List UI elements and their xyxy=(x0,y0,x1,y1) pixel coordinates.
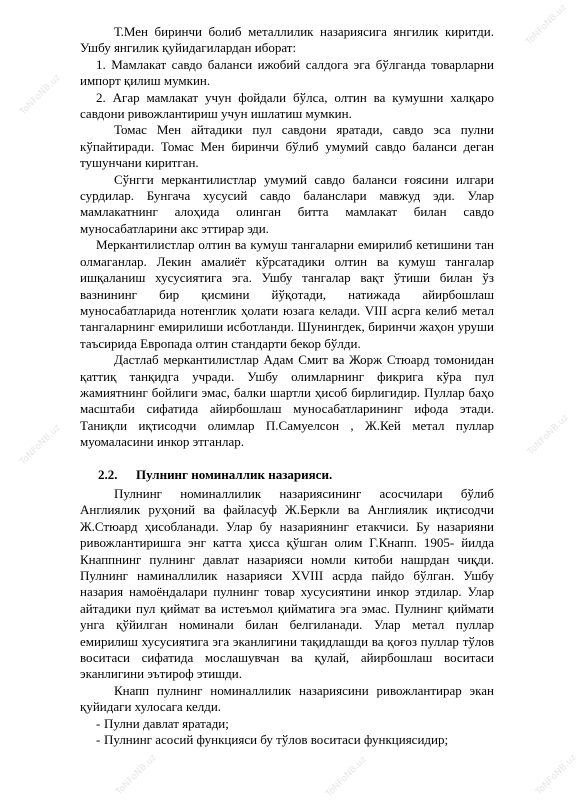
section-number: 2.2. xyxy=(98,466,118,482)
watermark: ToNFoNB.uz xyxy=(114,752,159,798)
list-item: 2. Агар мамлакат учун фойдали бўлса, олтин ва кумушни халқаро савдони ривожлантириш учун ишлатиш мумкин. xyxy=(80,89,494,122)
paragraph: Т.Мен биринчи болиб металлилик назариясига янгилик киритди. Ушбу янгилик қуйидагилардан иборат: xyxy=(80,24,494,56)
paragraph: Сўнгги меркантилистлар умумий савдо баланси ғоясини илгари сурдилар. Бунгача хусусий савдо баланслари мавжуд эди. Улар мамлакатнинг алоҳида олинган битта мамлакат билан савдо муносабатларини акс эттирар эди. xyxy=(80,171,494,236)
paragraph: Томас Мен айтадики пул савдони яратади, савдо эса пулни кўпайтиради. Томас Мен биринчи бўлиб умумий савдо баланси деган тушунчани киритган. xyxy=(80,122,494,171)
watermark: ToNFoNB.uz xyxy=(324,754,369,800)
watermark: ToNFoNB.uz xyxy=(524,2,569,48)
section-title: Пулнинг номиналлик назарияси. xyxy=(136,466,333,482)
bullet-text: Пулни давлат яратади; xyxy=(104,715,229,731)
watermark: ToNFoNB.uz xyxy=(534,752,579,798)
document-page xyxy=(80,24,494,748)
bullet-item xyxy=(80,716,494,732)
paragraph: Пулнинг номиналлилик назариясининг асосчилари бўлиб Англиялик руҳоний ва файласуф Ж.Беркли ва Англиялик иқтисодчи Ж.Стюард ҳисобланади. Улар бу назариянинг етакчиси. Бу назарияни ривожлантиришга энг катта ҳисса қўшган олим Г.Кнапп. 1905- йилда Кнаппнинг пулнинг давлат назарияси номли китоби нашрдан чиқди. Пулнинг наминаллилик назарияси XVIII асрда пайдо бўлган. Ушбу назария намоёндалари пулнинг товар хусусиятини инкор этдилар. Улар айтадики пул қиймат ва истеъмол қийматига эга эмас. Пулнинг қиймати унга қўйилган номинали билан белгиланади. Улар метал пуллар емирилиш хусусиятига эга эканлигини тақидлашди ва қоғоз пуллар тўлов воситаси сифатида мослашувчан ва қулай, айирбошлаш воситаси эканлигини эътироф этишди. xyxy=(80,485,494,682)
bullet-text: Пулнинг асосий функцияси бу тўлов воситаси функциясидир; xyxy=(104,732,449,748)
watermark: ToNFoNB.uz xyxy=(18,422,63,468)
bullet-item xyxy=(80,732,494,748)
bullet-marker: - xyxy=(96,715,101,731)
bullet-marker: - xyxy=(96,732,101,748)
watermark: ToNFoNB.uz xyxy=(18,72,63,118)
section-heading xyxy=(80,467,494,483)
list-item: 1. Мамлакат савдо баланси ижобий салдога эга бўлганда товарларни импорт қилиш мумкин. xyxy=(80,56,494,89)
watermark: ToNFoNB.uz xyxy=(526,412,571,458)
paragraph: Кнапп пулнинг номиналлилик назариясини ривожлантирар экан қуйидаги хулосага келди. xyxy=(80,682,494,715)
paragraph: Дастлаб меркантилистлар Адам Смит ва Жорж Стюард томонидан қаттиқ танқидга учради. Ушбу олимларнинг фикрига кўра пул жамиятнинг бойлиги эмас, балки шартли ҳисоб бирлигидир. Пуллар баҳо масштаби сифатида айирбошлаш муносабатларининг ифода этади. Таниқли иқтисодчи олимлар П.Самуелсон , Ж.Кей метал пуллар муомаласини инкор этганлар. xyxy=(80,352,494,450)
paragraph: Меркантилистлар олтин ва кумуш тангаларни емирилиб кетишини тан олмаганлар. Лекин амалиёт кўрсатадики олтин ва кумуш тангалар ишқаланиш хусусиятига эга. Ушбу тангалар вақт ўтиши билан ўз вазнининг бир қисмини йўқотади, натижада айирбошлаш муносабатларида нотенглик ҳолати юзага келади. VIII асрга келиб метал тангаларнинг емирилиши исботланди. Шунингдек, биринчи жаҳон уруши таъсирида Европада олтин стандарти бекор бўлди. xyxy=(80,237,494,351)
